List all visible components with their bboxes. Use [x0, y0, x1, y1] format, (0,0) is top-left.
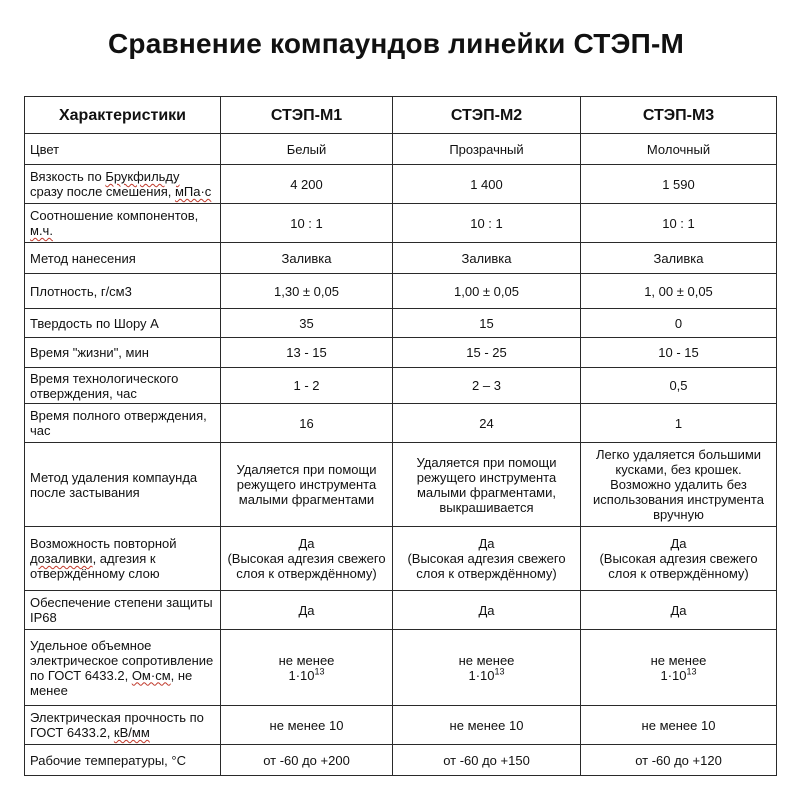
- cell-step-m1: [221, 527, 393, 591]
- table-row: [25, 338, 777, 368]
- row-label: Метод нанесения: [25, 243, 221, 274]
- cell-step-m1: Белый: [221, 134, 393, 165]
- cell-step-m2: от -60 до +150: [393, 745, 581, 776]
- cell-step-m3: [581, 527, 777, 591]
- cell-step-m1: 35: [221, 309, 393, 338]
- cell-step-m2: 1 400: [393, 165, 581, 204]
- cell-step-m2: Удаляется при помощи режущего инструмента малыми фрагментами, выкрашивается: [393, 443, 581, 527]
- cell-step-m2: 10 : 1: [393, 204, 581, 243]
- header-characteristics: Характеристики: [25, 97, 221, 134]
- row-label: [25, 527, 221, 591]
- cell-base: 1·10: [660, 667, 687, 683]
- label-text: Электрическая прочность по ГОСТ 6433.2,: [30, 710, 204, 740]
- row-label: Время технологического отверждения, час: [25, 368, 221, 404]
- label-text: , не менее: [30, 667, 193, 698]
- row-label: Время полного отверждения, час: [25, 404, 221, 443]
- row-label: Цвет: [25, 134, 221, 165]
- cell-step-m3: Да: [581, 591, 777, 630]
- label-text: Удельное объемное электрическое сопротивление по ГОСТ 6433.2,: [30, 637, 214, 683]
- comparison-table: [24, 96, 777, 776]
- row-label: [25, 165, 221, 204]
- row-label: Время "жизни", мин: [25, 338, 221, 368]
- table-row: [25, 443, 777, 527]
- cell-step-m3: [581, 630, 777, 706]
- cell-step-m2: Заливка: [393, 243, 581, 274]
- cell-step-m3: 10 - 15: [581, 338, 777, 368]
- cell-step-m2: 15 - 25: [393, 338, 581, 368]
- table-row: [25, 165, 777, 204]
- cell-step-m1: 10 : 1: [221, 204, 393, 243]
- table-row: [25, 309, 777, 338]
- cell-base: 1·10: [468, 667, 495, 683]
- cell-step-m3: 0: [581, 309, 777, 338]
- cell-step-m2: 24: [393, 404, 581, 443]
- table-row: [25, 527, 777, 591]
- cell-step-m1: Заливка: [221, 243, 393, 274]
- cell-prefix: не менее: [458, 652, 515, 668]
- header-step-m3: СТЭП-М3: [581, 97, 777, 134]
- cell-note: (Высокая адгезия свежего слоя к отверждённому): [599, 551, 758, 581]
- header-step-m1: СТЭП-М1: [221, 97, 393, 134]
- cell-step-m1: от -60 до +200: [221, 745, 393, 776]
- cell-step-m3: не менее 10: [581, 706, 777, 745]
- cell-step-m1: 4 200: [221, 165, 393, 204]
- cell-step-m1: 16: [221, 404, 393, 443]
- label-text: м.ч.: [30, 223, 53, 238]
- cell-step-m3: 1, 00 ± 0,05: [581, 274, 777, 309]
- cell-exponent: 13: [494, 666, 505, 677]
- label-text: Брукфильду: [105, 169, 180, 184]
- cell-main-value: Да: [478, 536, 495, 551]
- cell-step-m2: не менее 10: [393, 706, 581, 745]
- cell-step-m2: 15: [393, 309, 581, 338]
- cell-step-m2: 2 – 3: [393, 368, 581, 404]
- label-text: Вязкость по: [30, 169, 106, 184]
- cell-main-value: Да: [670, 536, 687, 551]
- table-row: [25, 243, 777, 274]
- header-step-m2: СТЭП-М2: [393, 97, 581, 134]
- cell-prefix: не менее: [278, 652, 335, 668]
- cell-step-m3: от -60 до +120: [581, 745, 777, 776]
- cell-note: (Высокая адгезия свежего слоя к отверждённому): [407, 551, 566, 581]
- table-row: [25, 745, 777, 776]
- label-text: дозаливки: [30, 551, 93, 566]
- table-row: [25, 591, 777, 630]
- cell-step-m1: [221, 630, 393, 706]
- row-label: Твердость по Шору А: [25, 309, 221, 338]
- cell-main-value: Да: [298, 536, 315, 551]
- cell-step-m1: 1 - 2: [221, 368, 393, 404]
- table-header-row: [25, 97, 777, 134]
- cell-step-m2: 1,00 ± 0,05: [393, 274, 581, 309]
- cell-base: 1·10: [288, 667, 315, 683]
- cell-step-m3: 1: [581, 404, 777, 443]
- row-label: Плотность, г/см3: [25, 274, 221, 309]
- label-text: кВ/мм: [113, 725, 150, 740]
- cell-step-m3: Молочный: [581, 134, 777, 165]
- cell-step-m3: Заливка: [581, 243, 777, 274]
- cell-step-m1: 13 - 15: [221, 338, 393, 368]
- table-row: [25, 706, 777, 745]
- table-row: [25, 134, 777, 165]
- cell-step-m1: Да: [221, 591, 393, 630]
- page-title: Сравнение компаундов линейки СТЭП-М: [107, 28, 685, 59]
- cell-exponent: 13: [314, 666, 325, 677]
- table-row: [25, 274, 777, 309]
- row-label: [25, 204, 221, 243]
- cell-step-m2: Да: [393, 591, 581, 630]
- label-text: мПа·с: [174, 184, 212, 199]
- row-label: Метод удаления компаунда после застывания: [25, 443, 221, 527]
- table-row: [25, 404, 777, 443]
- cell-step-m1: Удаляется при помощи режущего инструмента малыми фрагментами: [221, 443, 393, 527]
- label-text: Возможность повторной: [30, 536, 177, 551]
- table-row: [25, 630, 777, 706]
- row-label: Рабочие температуры, °С: [25, 745, 221, 776]
- cell-exponent: 13: [686, 666, 697, 677]
- row-label: Обеспечение степени защиты IP68: [25, 591, 221, 630]
- cell-step-m2: [393, 630, 581, 706]
- row-label: [25, 630, 221, 706]
- label-text: сразу после смешения,: [30, 184, 175, 199]
- cell-step-m3: 1 590: [581, 165, 777, 204]
- cell-note: (Высокая адгезия свежего слоя к отверждённому): [227, 551, 386, 581]
- cell-step-m1: 1,30 ± 0,05: [221, 274, 393, 309]
- label-text: , адгезия к отверждённому слою: [30, 551, 160, 581]
- table-row: [25, 204, 777, 243]
- cell-step-m1: не менее 10: [221, 706, 393, 745]
- label-text: Соотношение компонентов,: [30, 208, 199, 223]
- label-text: Ом·см: [131, 667, 171, 683]
- row-label: [25, 706, 221, 745]
- cell-step-m3: 0,5: [581, 368, 777, 404]
- cell-step-m3: Легко удаляется большими кусками, без крошек. Возможно удалить без использования инструмента вручную: [581, 443, 777, 527]
- table-row: [25, 368, 777, 404]
- cell-step-m3: 10 : 1: [581, 204, 777, 243]
- cell-prefix: не менее: [650, 652, 707, 668]
- cell-step-m2: [393, 527, 581, 591]
- cell-step-m2: Прозрачный: [393, 134, 581, 165]
